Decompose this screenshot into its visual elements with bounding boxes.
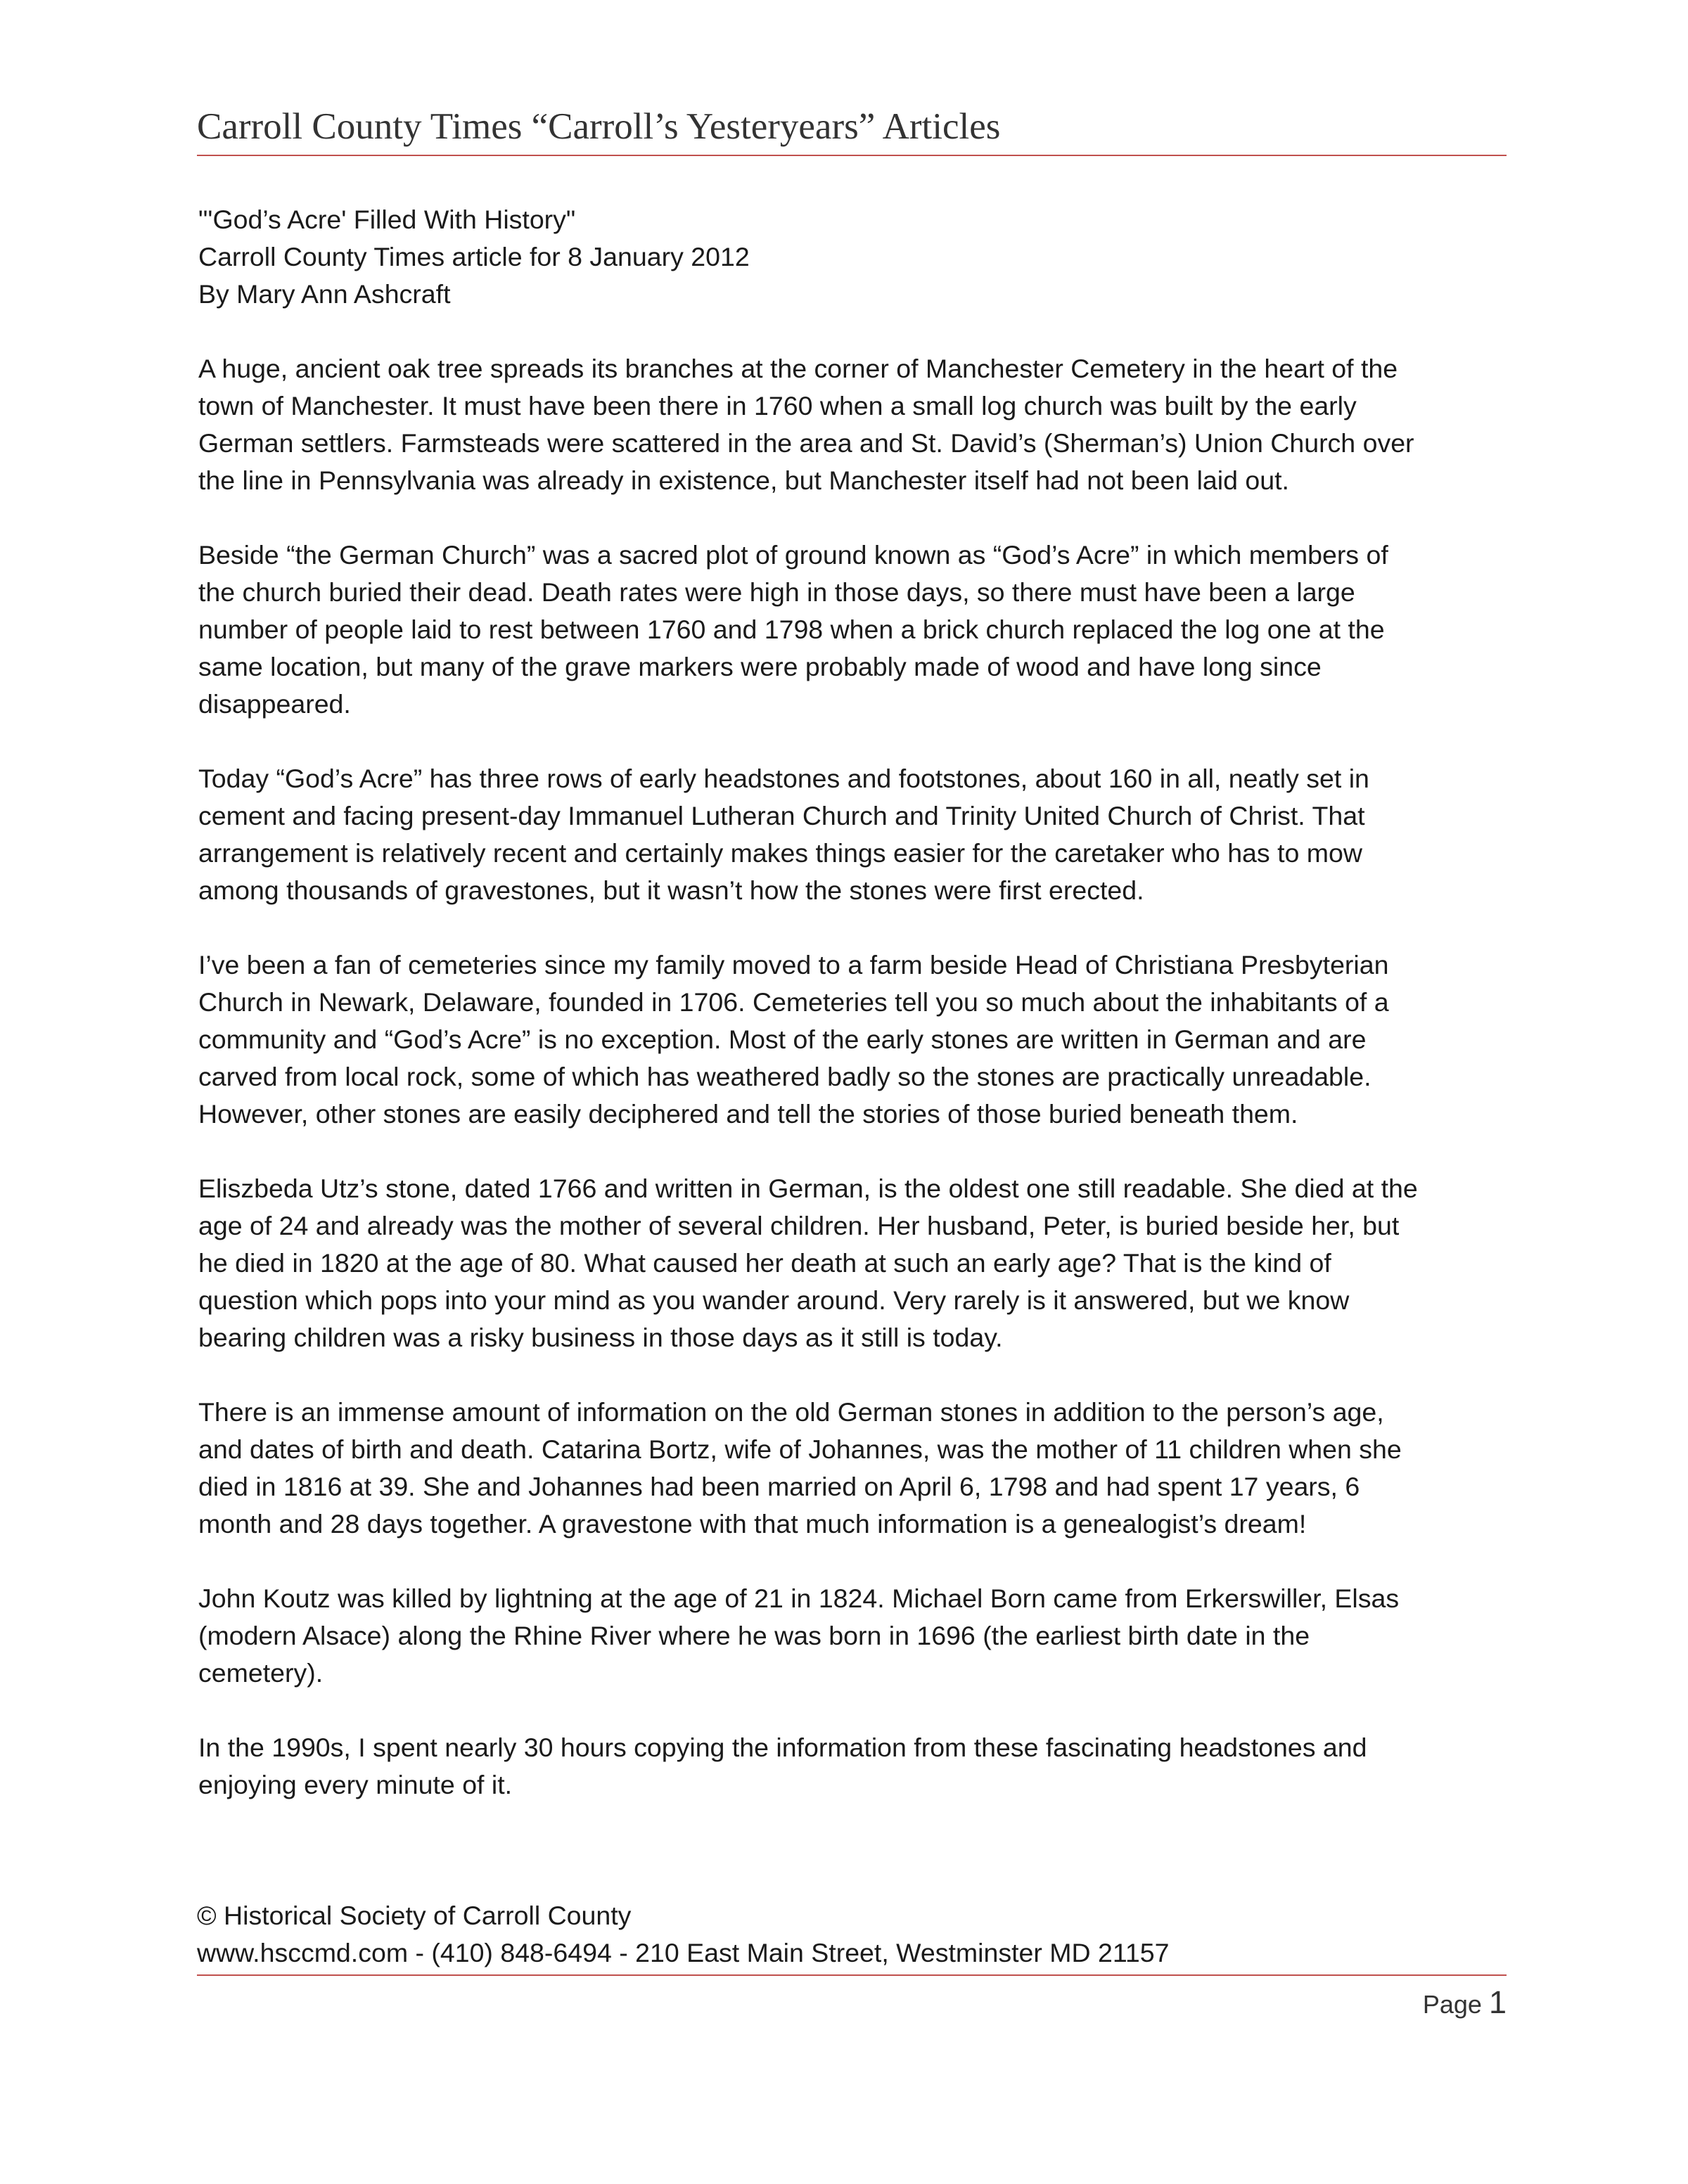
paragraph-line: German settlers. Farmsteads were scattered in the area and St. David’s (Sherman’s) Union Church over [198, 428, 1414, 458]
paragraph-line: community and “God’s Acre” is no exception. Most of the early stones are written in German and are [198, 1024, 1367, 1054]
paragraph-7 [198, 1580, 1507, 1692]
paragraph-line: cemetery). [198, 1658, 324, 1688]
paragraph-line: town of Manchester. It must have been there in 1760 when a small log church was built by the early [198, 391, 1357, 420]
page-footer [197, 1897, 1507, 2020]
paragraph-line: and dates of birth and death. Catarina Bortz, wife of Johannes, was the mother of 11 children when she [198, 1434, 1402, 1464]
paragraph-1 [198, 350, 1507, 499]
paragraph-line: Church in Newark, Delaware, founded in 1706. Cemeteries tell you so much about the inhabitants of a [198, 987, 1389, 1017]
article-body [198, 201, 1507, 1841]
article-meta [198, 201, 1507, 313]
paragraph-line: month and 28 days together. A gravestone with that much information is a genealogist’s dream! [198, 1509, 1307, 1539]
article-dateline: Carroll County Times article for 8 January 2012 [198, 242, 750, 271]
page-label: Page [1422, 1990, 1482, 2019]
paragraph-line: Beside “the German Church” was a sacred plot of ground known as “God’s Acre” in which members of [198, 540, 1388, 570]
paragraph-line: Eliszbeda Utz’s stone, dated 1766 and written in German, is the oldest one still readable. She died at the [198, 1174, 1418, 1203]
paragraph-2 [198, 537, 1507, 723]
paragraph-8 [198, 1729, 1507, 1804]
paragraph-line: same location, but many of the grave markers were probably made of wood and have long since [198, 652, 1322, 681]
header-title: Carroll County Times “Carroll’s Yesteryears” Articles [197, 106, 1001, 147]
article-headline: "'God’s Acre' Filled With History" [198, 205, 576, 234]
paragraph-line: arrangement is relatively recent and certainly makes things easier for the caretaker who has to mow [198, 838, 1362, 868]
paragraph-line: bearing children was a risky business in those days as it still is today. [198, 1323, 1003, 1352]
paragraph-line: he died in 1820 at the age of 80. What caused her death at such an early age? That is the kind of [198, 1248, 1331, 1278]
paragraph-6 [198, 1394, 1507, 1543]
paragraph-line: Today “God’s Acre” has three rows of early headstones and footstones, about 160 in all, neatly set in [198, 764, 1369, 793]
paragraph-line: among thousands of gravestones, but it wasn’t how the stones were first erected. [198, 875, 1144, 905]
paragraph-line: question which pops into your mind as you wander around. Very rarely is it answered, but we know [198, 1285, 1350, 1315]
paragraph-line: age of 24 and already was the mother of several children. Her husband, Peter, is buried beside her, but [198, 1211, 1400, 1240]
page-number [1423, 1984, 1507, 2021]
paragraph-line: John Koutz was killed by lightning at the age of 21 in 1824. Michael Born came from Erkerswiller, Elsas [198, 1584, 1400, 1613]
paragraph-line: However, other stones are easily deciphered and tell the stories of those buried beneath them. [198, 1099, 1298, 1129]
paragraph-line: disappeared. [198, 689, 351, 719]
article-byline: By Mary Ann Ashcraft [198, 279, 451, 309]
paragraph-line: A huge, ancient oak tree spreads its branches at the corner of Manchester Cemetery in the heart of the [198, 354, 1398, 383]
paragraph-line: cement and facing present-day Immanuel Lutheran Church and Trinity United Church of Christ. That [198, 801, 1365, 830]
paragraph-line: I’ve been a fan of cemeteries since my family moved to a farm beside Head of Christiana Presbyterian [198, 950, 1389, 979]
paragraph-3 [198, 760, 1507, 909]
paragraph-line: died in 1816 at 39. She and Johannes had been married on April 6, 1798 and had spent 17 years, 6 [198, 1472, 1360, 1501]
footer-copyright: © Historical Society of Carroll County [197, 1901, 632, 1930]
footer-contact: www.hsccmd.com - (410) 848-6494 - 210 East Main Street, Westminster MD 21157 [197, 1938, 1170, 1967]
paragraph-line: the line in Pennsylvania was already in existence, but Manchester itself had not been laid out. [198, 465, 1289, 495]
page-number-value: 1 [1488, 1984, 1507, 2020]
paragraph-line: There is an immense amount of information on the old German stones in addition to the person’s age, [198, 1397, 1384, 1427]
paragraph-line: number of people laid to rest between 1760 and 1798 when a brick church replaced the log one at the [198, 615, 1385, 644]
paragraph-line: enjoying every minute of it. [198, 1770, 513, 1799]
paragraph-4 [198, 946, 1507, 1133]
footer-divider [197, 1974, 1507, 1976]
paragraph-line: carved from local rock, some of which has weathered badly so the stones are practically unreadable. [198, 1062, 1372, 1091]
paragraph-line: In the 1990s, I spent nearly 30 hours copying the information from these fascinating headstones and [198, 1733, 1367, 1762]
paragraph-line: (modern Alsace) along the Rhine River where he was born in 1696 (the earliest birth date in the [198, 1621, 1310, 1650]
page-header [197, 104, 1507, 156]
paragraph-line: the church buried their dead. Death rates were high in those days, so there must have been a large [198, 577, 1355, 607]
paragraph-5 [198, 1170, 1507, 1356]
